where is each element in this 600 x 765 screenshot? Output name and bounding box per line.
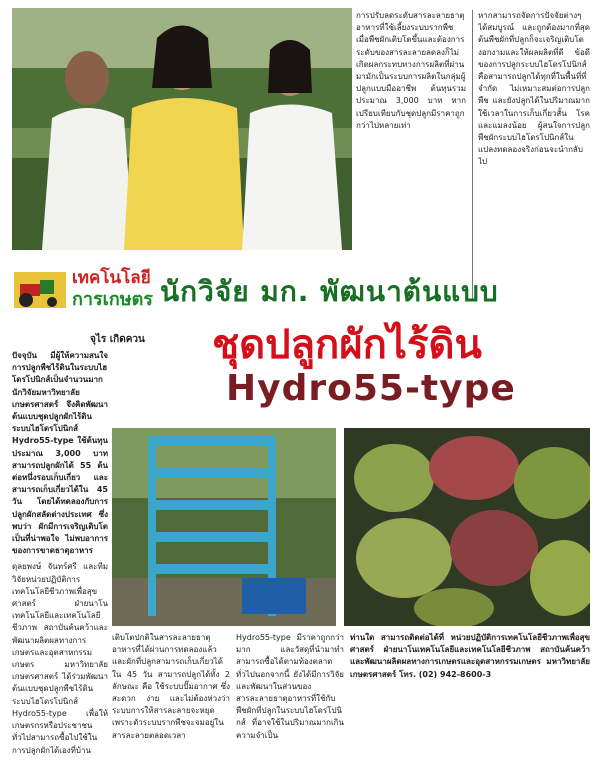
logo-text-technology: เทคโนโลยี: [72, 268, 151, 288]
column-divider: [472, 10, 473, 300]
bottom-column-c: [350, 632, 590, 760]
top-right-column-a: [356, 10, 466, 305]
bottom-column-b: [236, 632, 344, 760]
column-text: หากสามารถจัดการปัจจัยต่างๆ ได้สมบูรณ์ และถูกต้องมากที่สุด ต้นพืชผักที่ปลูกก็จะเจริญเติบโตงอกงามและให้ผลผลิตที่ดี ข้อดีของการปลูกระบบไฮโดรโปนิกส์คือสามารถปลูกได้ทุกที่ในพื้นที่ที่จำกัด ไม่เหมาะสมต่อการปลูกพืช และยังปลูกได้ในปริมาณมาก ใช้เวลาในการเก็บเกี่ยวสั้น โรคและแมลงน้อย ผู้สนใจการปลูกพืชผักระบบไฮโดรโปนิกส์ในแปลงทดลองจริงก่อนจะนำกลับไป: [478, 11, 590, 167]
logo-text-agriculture: การเกษตร: [72, 289, 153, 310]
contact-info: ท่านใด สามารถติดต่อได้ที่ หน่วยปฏิบัติการเทคโนโลยีชีวภาพเพื่อสุขศาสตร์ ฝ่ายนาโนเทคโนโลยีและเทคโนโลยีชีวภาพ สถาบันค้นคว้าและพัฒนาผลิตผลทางการเกษตรและอุตสาหกรรมเกษตร มหาวิทยาลัยเกษตรศาสตร์ โทร. (02) 942-8600-3: [350, 633, 590, 679]
hydro-system-photo: [112, 428, 336, 626]
lead-paragraph: ปัจจุบัน มีผู้ให้ความสนใจการปลูกพืชไร้ดินในระบบไฮโดรโปนิกส์เป็นจำนวนมาก นักวิจัยมหาวิทยาลัยเกษตรศาสตร์ จึงคิดพัฒนาต้นแบบชุดปลูกผักไร้ดินระบบไฮโดรโปนิกส์ Hydro55-type ใช้ต้นทุนประมาณ 3,000 บาท สามารถปลูกผักได้ 55 ต้น ต่อหนึ่งรอบเก็บเกี่ยว และสามารถเก็บเกี่ยวได้ใน 45 วัน โดยได้ทดลองกับการปลูกผักสลัดต่างประเทศ ซึ่งพบว่า ผักมีการเจริญเติบโตเป็นที่น่าพอใจ ไม่พบอาการของการขาดธาตุอาหาร: [12, 351, 108, 556]
headline-line3: Hydro55-type: [226, 368, 516, 409]
author-byline: จุไร เกิดควน: [90, 334, 145, 345]
headline-line2: ชุดปลูกผักไร้ดิน: [212, 322, 482, 368]
lettuce-photo: [344, 428, 590, 626]
tractor-icon: [12, 262, 68, 312]
headline-line1: นักวิจัย มก. พัฒนาต้นแบบ: [160, 275, 499, 308]
body-paragraph: ดุลยพงษ์ จันทร์ศรี และทีมวิจัยหน่วยปฏิบัติการเทคโนโลยีชีวภาพเพื่อสุขศาสตร์ ฝ่ายนาโนเทคโนโลยีและเทคโนโลยีชีวภาพ สถาบันค้นคว้าและพัฒนาผลิตผลทางการเกษตรและอุตสาหกรรมเกษตร มหาวิทยาลัยเกษตรศาสตร์ ได้ร่วมพัฒนาต้นแบบชุดปลูกพืชไร้ดินระบบไฮโดรโปนิกส์ Hydro55-type เพื่อให้เกษตรกรหรือประชาชนทั่วไปสามารถซื้อไปใช้ในการปลูกผักได้เองที่บ้าน: [12, 562, 108, 755]
bottom-column-a: [112, 632, 230, 760]
column-text: Hydro55-type มีราคาถูกกว่ามาก และวัสดุที่นำมาทำสามารถซื้อได้ตามท้องตลาดทั่วไปนอกจากนี้ ยังได้มีการวิจัยและพัฒนาในส่วนของสารละลายธาตุอาหารที่ใช้กับพืชผักที่ปลูกในระบบไฮโดรโปนิกส์ ที่อาจใช้ในปริมาณมากเกินความจำเป็น: [236, 633, 344, 740]
top-right-column-b: [478, 10, 590, 305]
section-logo: [12, 262, 154, 314]
researchers-photo: [12, 8, 352, 250]
column-text: เติบโตปกติในสารละลายธาตุอาหารที่ได้ผ่านการทดลองแล้วและผักที่ปลูกสามารถเก็บเกี่ยวได้ใน 45 วัน สามารถปลูกได้ทั้ง 2 ลักษณะ คือ ใช้ระบบปั๊มอากาศ ซึ่งสะดวก ง่าย และไม่ต้องห่วงว่าระบบการให้สารละลายจะหยุด เพราะตัวระบบรากพืชจะจมอยู่ในสารละลายตลอดเวลา: [112, 633, 230, 740]
left-column: [12, 350, 108, 755]
column-text: การปรับลดระดับสารละลายธาตุอาหารที่ใช้เลี้ยงระบบรากพืช เมื่อพืชผักเติบโตขึ้นและต้องการระดับของสารละลายลดลงก็ไม่เกิดผลกระทบทางการผลิตที่ผ่านมามักเป็นระบบการผลิตในกลุ่มผู้ปลูกแบบมืออาชีพ ต้นทุนรวมประมาณ 3,000 บาท หากเปรียบเทียบกับชุดปลูกมีราคาถูกกว่าไปหลายเท่า: [356, 11, 466, 130]
